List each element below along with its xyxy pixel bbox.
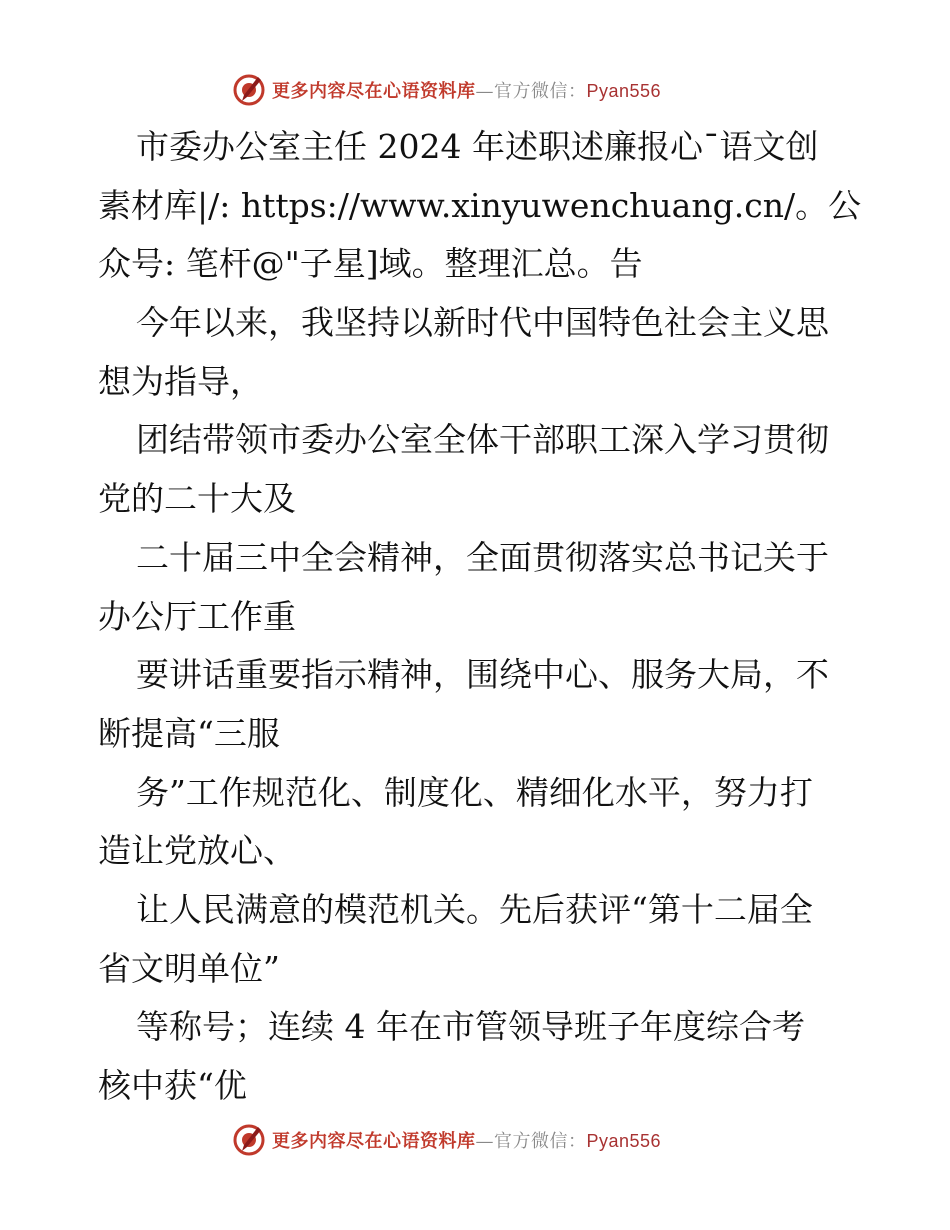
banner-official-label: 官方微信： (494, 81, 587, 102)
banner-handle: Pyan556 (586, 1131, 662, 1151)
body-line: 素材库|/: https://www.xinyuwenchuang.cn/。公 (98, 185, 862, 225)
body-line: 今年以来，我坚持以新时代中国特色社会主义思 (136, 303, 829, 343)
banner-separator: — (475, 81, 494, 102)
banner-title: 更多内容尽在心语资料库 (272, 1131, 476, 1152)
header-banner (232, 72, 661, 108)
body-line: 众号: 笔杆@"子星]域。整理汇总。告 (98, 244, 643, 284)
body-line: 想为指导， (98, 361, 263, 401)
footer-banner (232, 1122, 661, 1158)
banner-handle: Pyan556 (586, 81, 662, 101)
body-line: 让人民满意的模范机关。先后获评“第十二届全 (136, 889, 813, 929)
document-body (98, 118, 862, 1116)
body-line: 团结带领市委办公室全体干部职工深入学习贯彻 (136, 420, 829, 460)
body-line: 党的二十大及 (98, 479, 296, 519)
banner-title: 更多内容尽在心语资料库 (272, 81, 476, 102)
body-line: 办公厅工作重 (98, 596, 296, 636)
body-line: 造让党放心、 (98, 831, 296, 871)
body-line: 二十届三中全会精神，全面贯彻落实总书记关于 (136, 537, 829, 577)
banner-official-label: 官方微信： (494, 1131, 587, 1152)
body-line: 省文明单位” (98, 948, 280, 988)
body-line: 务”工作规范化、制度化、精细化水平，努力打 (136, 772, 813, 812)
body-line: 要讲话重要指示精神，围绕中心、服务大局，不 (136, 655, 829, 695)
banner-separator: — (475, 1131, 494, 1152)
body-line: 核中获“优 (98, 1066, 247, 1105)
body-line: 等称号；连续 4 年在市管领导班子年度综合考 (136, 1007, 805, 1047)
body-line: 市委办公室主任 2024 年述职述廉报心¯语文创 (136, 127, 819, 166)
body-line: 断提高“三服 (98, 713, 280, 753)
quill-logo-icon (232, 1123, 266, 1157)
quill-logo-icon (232, 73, 266, 107)
